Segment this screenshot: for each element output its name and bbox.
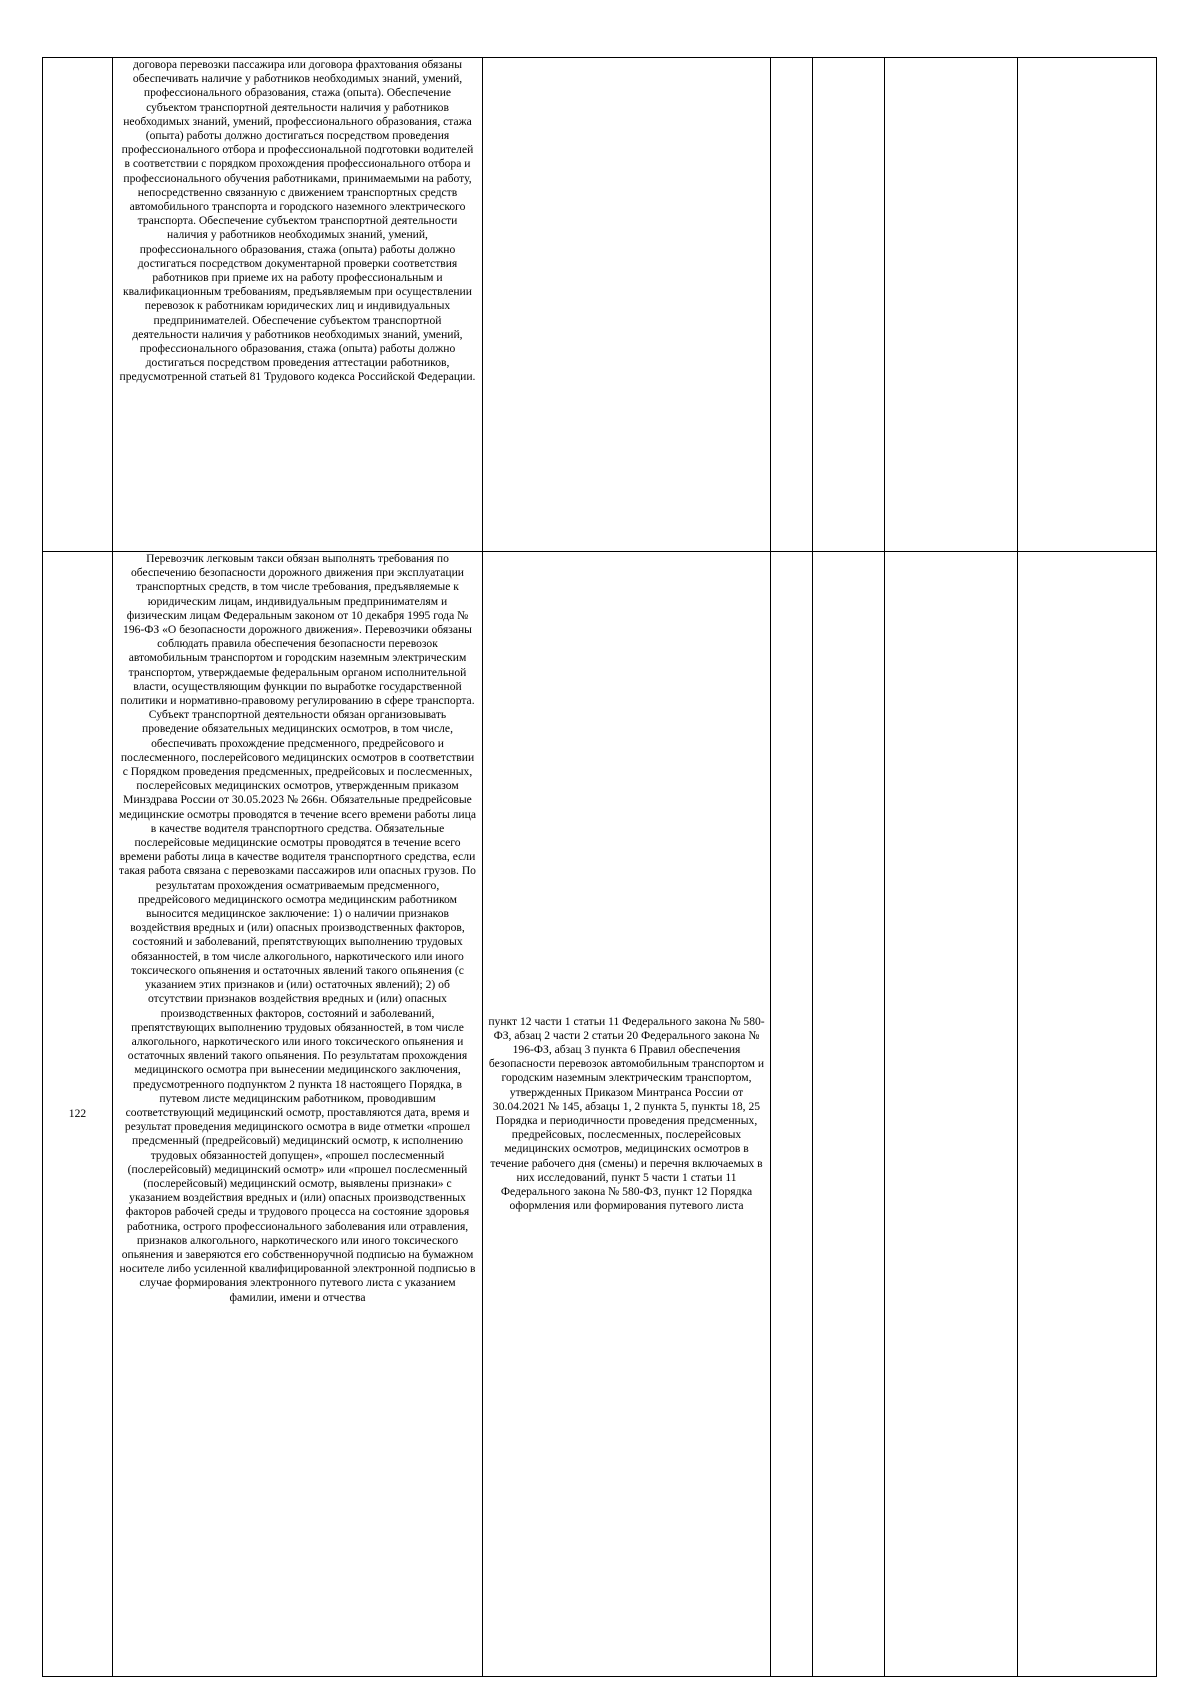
answer-no-cell: [813, 58, 885, 552]
requirements-table: [42, 57, 1157, 1677]
legal-basis-cell: [483, 58, 771, 552]
row-number-cell: 122: [43, 552, 113, 1677]
answer-yes-cell: [771, 552, 813, 1677]
not-applicable-cell: [885, 58, 1018, 552]
row-number-cell: [43, 58, 113, 552]
answer-no-cell: [813, 552, 885, 1677]
table-row: [43, 552, 1157, 1677]
table-row: [43, 58, 1157, 552]
note-cell: [1018, 58, 1157, 552]
requirement-cell: договора перевозки пассажира или договора фрахтования обязаны обеспечивать наличие у работников необходимых знаний, умений, профессионального образования, стажа (опыта). Обеспечение субъектом транспортной деятельности наличия у работников необходимых знаний, умений, профессионального образования, стажа (опыта) работы должно достигаться посредством проведения профессионального отбора и профессиональной подготовки водителей в соответствии с порядком прохождения профессионального отбора и профессионального обучения работниками, принимаемыми на работу, непосредственно связанную с движением транспортных средств автомобильного транспорта и городского наземного электрического транспорта. Обеспечение субъектом транспортной деятельности наличия у работников необходимых знаний, умений, профессионального образования, стажа (опыта) работы должно достигаться посредством документарной проверки соответствия работников при приеме их на работу профессиональным и квалификационным требованиям, предъявляемым при осуществлении перевозок к работникам юридических лиц и индивидуальных предпринимателей. Обеспечение субъектом транспортной деятельности наличия у работников необходимых знаний, умений, профессионального образования, стажа (опыта) работы должно достигаться посредством проведения аттестации работников, предусмотренной статьей 81 Трудового кодекса Российской Федерации.: [113, 58, 483, 552]
note-cell: [1018, 552, 1157, 1677]
requirement-cell: Перевозчик легковым такси обязан выполнять требования по обеспечению безопасности дорожного движения при эксплуатации транспортных средств, в том числе требования, предъявляемые к юридическим лицам, индивидуальным предпринимателям и физическим лицам Федеральным законом от 10 декабря 1995 года № 196-ФЗ «О безопасности дорожного движения». Перевозчики обязаны соблюдать правила обеспечения безопасности перевозок автомобильным транспортом и городским наземным электрическим транспортом, утверждаемые федеральным органом исполнительной власти, осуществляющим функции по выработке государственной политики и нормативно-правовому регулированию в сфере транспорта. Субъект транспортной деятельности обязан организовывать проведение обязательных медицинских осмотров, в том числе, обеспечивать прохождение предсменного, предрейсового и послесменного, послерейсового медицинских осмотров в соответствии с Порядком проведения предсменных, предрейсовых и послесменных, послерейсовых медицинских осмотров, утвержденным приказом Минздрава России от 30.05.2023 № 266н. Обязательные предрейсовые медицинские осмотры проводятся в течение всего времени работы лица в качестве водителя транспортного средства. Обязательные послерейсовые медицинские осмотры проводятся в течение всего времени работы лица в качестве водителя транспортного средства, если такая работа связана с перевозками пассажиров или опасных грузов. По результатам прохождения осматриваемым предсменного, предрейсового медицинского осмотра медицинским работником выносится медицинское заключение: 1) о наличии признаков воздействия вредных и (или) опасных производственных факторов, состояний и заболеваний, препятствующих выполнению трудовых обязанностей, в том числе алкогольного, наркотического или иного токсического опьянения и остаточных явлений такого опьянения (с указанием этих признаков и (или) остаточных явлений); 2) об отсутствии признаков воздействия вредных и (или) опасных производственных факторов, состояний и заболеваний, препятствующих выполнению трудовых обязанностей, в том числе алкогольного, наркотического или иного токсического опьянения и остаточных явлений такого опьянения. По результатам прохождения медицинского осмотра при вынесении медицинского заключения, предусмотренного подпунктом 2 пункта 18 настоящего Порядка, в путевом листе медицинским работником, проводившим соответствующий медицинский осмотр, проставляются дата, время и результат проведения медицинского осмотра в виде отметки «прошел предсменный (предрейсовый) медицинский осмотр, к исполнению трудовых обязанностей допущен», «прошел послесменный (послерейсовый) медицинский осмотр» или «прошел послесменный (послерейсовый) медицинский осмотр, выявлены признаки» с указанием воздействия вредных и (или) опасных производственных факторов рабочей среды и трудового процесса на состояние здоровья работника, острого профессионального заболевания или отравления, признаков алкогольного, наркотического или иного токсического опьянения и заверяются его собственноручной подписью на бумажном носителе либо усиленной квалифицированной электронной подписью в случае формирования электронного путевого листа с указанием фамилии, имени и отчества: [113, 552, 483, 1677]
answer-yes-cell: [771, 58, 813, 552]
legal-basis-cell: пункт 12 части 1 статьи 11 Федерального закона № 580-ФЗ, абзац 2 части 2 статьи 20 Федерального закона № 196-ФЗ, абзац 3 пункта 6 Правил обеспечения безопасности перевозок автомобильным транспортом и городским наземным электрическим транспортом, утвержденных Приказом Минтранса России от 30.04.2021 № 145, абзацы 1, 2 пункта 5, пункты 18, 25 Порядка и периодичности проведения предсменных, предрейсовых, послесменных, послерейсовых медицинских осмотров, медицинских осмотров в течение рабочего дня (смены) и перечня включаемых в них исследований, пункт 5 части 1 статьи 11 Федерального закона № 580-ФЗ, пункт 12 Порядка оформления или формирования путевого листа: [483, 552, 771, 1677]
not-applicable-cell: [885, 552, 1018, 1677]
